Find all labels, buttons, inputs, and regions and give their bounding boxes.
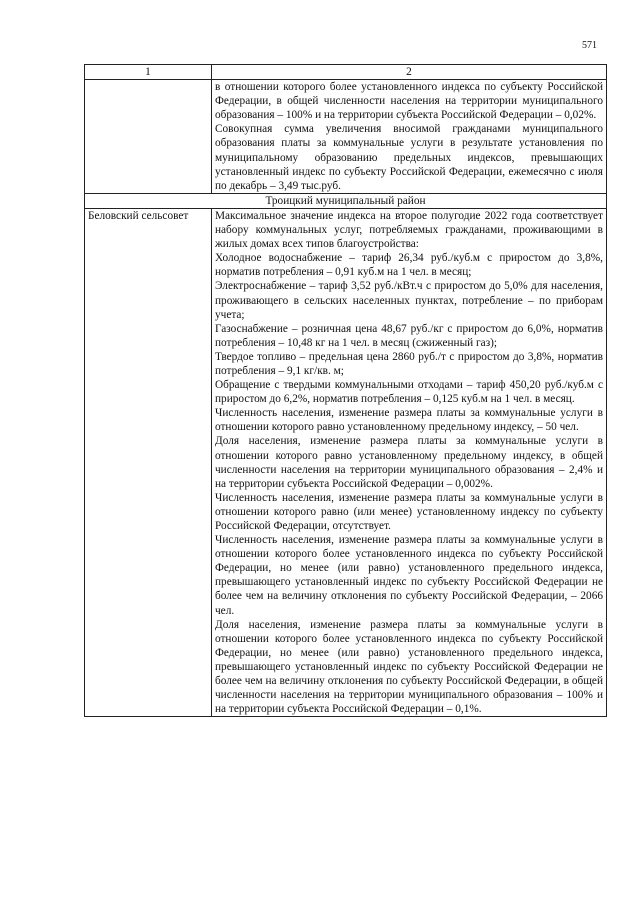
page-number: 571 [582, 40, 597, 51]
paragraph: Доля населения, изменение размера платы за коммунальные услуги в отношении которого равно установленному предельному индексу, в общей численности населения на территории муниципального образования – 2,4% и на территории субъекта Российской Федерации – 0,002%. [215, 435, 603, 490]
empty-cell [85, 80, 212, 194]
paragraph: в отношении которого более установленного индекса по субъекту Российской Федерации, в общей численности населения на территории муниципального образования – 100% и на территории субъекта Российской Федерации – 0,02%. [215, 81, 603, 122]
municipality-name: Беловский сельсовет [85, 208, 212, 716]
paragraph: Совокупная сумма увеличения вносимой гражданами муниципального образования платы за коммунальные услуги в результате установления по муниципальному образованию предельных индексов, превышающих установленный индекс по субъекту Российской Федерации, ежемесячно с июля по декабрь – 3,49 тыс.руб. [215, 123, 603, 192]
paragraph: Твердое топливо – предельная цена 2860 руб./т с приростом до 3,8%, норматив потребления – 9,1 кг/кв. м; [215, 350, 603, 377]
table-header-row [85, 65, 607, 80]
table-row-continued [85, 80, 607, 194]
paragraph: Численность населения, изменение размера платы за коммунальные услуги в отношении которого равно (или менее) установленному индексу по субъекту Российской Федерации, отсутствует. [215, 491, 603, 532]
district-row [85, 193, 607, 208]
paragraph: Доля населения, изменение размера платы за коммунальные услуги в отношении которого более установленного индекса по субъекту Российской Федерации, но менее (или равно) установленного предельного индекса, превышающего установленный индекс по субъекту Российской Федерации не более чем на величину отклонения по субъекту Российской Федерации, в общей численности населения на территории муниципального образования – 100% и на территории субъекта Российской Федерации – 0,1%. [215, 618, 603, 716]
paragraph: Электроснабжение – тариф 3,52 руб./кВт.ч с приростом до 5,0% для населения, проживающего в сельских населенных пунктах, потребление – по приборам учета; [215, 280, 603, 321]
header-col-1: 1 [85, 65, 212, 80]
paragraph: Холодное водоснабжение – тариф 26,34 руб./куб.м с приростом до 3,8%, норматив потребления – 0,91 куб.м на 1 чел. в месяц; [215, 252, 603, 279]
continued-cell [212, 80, 607, 194]
header-col-2: 2 [212, 65, 607, 80]
paragraph: Газоснабжение – розничная цена 48,67 руб./кг с приростом до 6,0%, норматив потребления – 10,48 кг на 1 чел. в месяц (сжиженный газ); [215, 322, 603, 349]
paragraph: Обращение с твердыми коммунальными отходами – тариф 450,20 руб./куб.м с приростом до 6,2%, норматив потребления – 0,125 куб.м на 1 чел. в месяц. [215, 379, 603, 406]
paragraph: Численность населения, изменение размера платы за коммунальные услуги в отношении которого более установленного индекса по субъекту Российской Федерации, но менее (или равно) установленного предельного индекса, превышающего установленный индекс по субъекту Российской Федерации не более чем на величину отклонения по субъекту Российской Федерации, – 2066 чел. [215, 534, 603, 617]
paragraph: Максимальное значение индекса на второе полугодие 2022 года соответствует набору коммунальных услуг, потребляемых гражданами, проживающими в жилых домах всех типов благоустройства: [215, 209, 603, 251]
paragraph: Численность населения, изменение размера платы за коммунальные услуги в отношении которого равно установленному предельному индексу, – 50 чел. [215, 407, 603, 434]
municipality-details [212, 208, 607, 716]
table-row-municipality [85, 208, 607, 716]
tariff-table [84, 64, 607, 717]
district-title: Троицкий муниципальный район [85, 193, 607, 208]
